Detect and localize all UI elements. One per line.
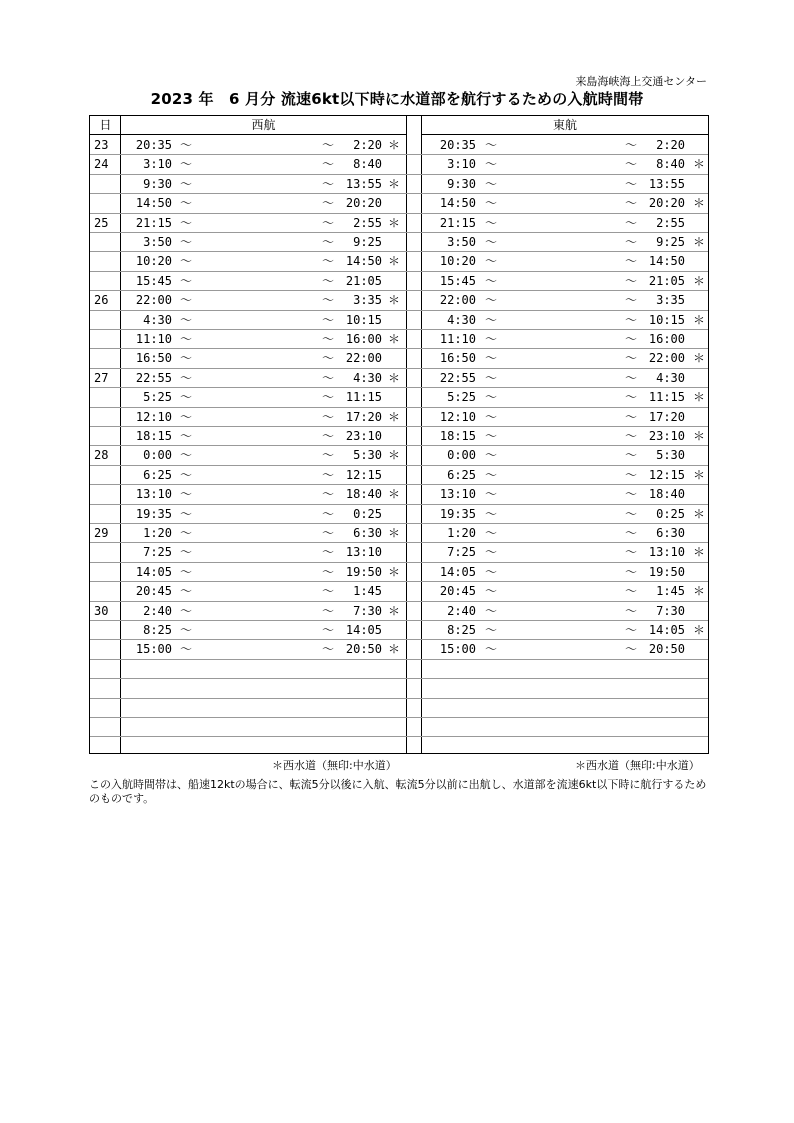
east-tilde-left: ～ [485,487,498,502]
east-tilde-right: ～ [625,448,638,463]
east-tilde-right: ～ [625,273,638,288]
east-mark: ＊ [693,312,706,327]
table-row [90,582,708,601]
west-tilde-right: ～ [322,409,335,424]
west-note: ＊西水道（無印:中水道） [272,759,397,772]
east-end-time: 14:50 [648,254,685,269]
table-row [90,291,708,310]
west-tilde-right: ～ [322,293,335,308]
table-row [90,621,708,640]
east-start-time: 14:05 [439,564,476,579]
east-tilde-left: ～ [485,293,498,308]
east-end-time: 13:55 [648,176,685,191]
east-start-time: 3:50 [447,235,476,249]
west-tilde-left: ～ [180,390,193,405]
west-mark: ＊ [388,176,401,191]
east-start-time: 0:00 [447,448,476,463]
west-end-time: 5:30 [353,448,382,463]
west-mark: ＊ [388,332,401,346]
east-tilde-left: ～ [485,584,498,599]
table-row [90,136,708,155]
east-tilde-right: ～ [625,506,638,521]
west-start-time: 3:50 [143,235,172,249]
east-tilde-right: ～ [625,584,638,599]
table-row [90,155,708,174]
east-tilde-left: ～ [485,332,498,346]
east-end-time: 10:15 [648,312,685,327]
table-row-empty [90,679,708,698]
west-start-time: 4:30 [143,312,172,327]
east-mark: ＊ [693,506,706,521]
east-tilde-right: ～ [625,235,638,249]
west-start-time: 22:00 [135,293,172,308]
east-end-time: 20:50 [648,642,685,657]
west-start-time: 13:10 [135,487,172,502]
west-end-time: 11:15 [345,390,382,405]
east-start-time: 19:35 [439,506,476,521]
west-start-time: 18:15 [135,429,172,443]
day-cell: 24 [94,157,109,172]
east-tilde-left: ～ [485,254,498,269]
west-mark: ＊ [388,487,401,502]
day-cell: 27 [94,370,109,385]
west-tilde-left: ～ [180,409,193,424]
table-row [90,408,708,427]
west-end-time: 3:35 [353,293,382,308]
west-end-time: 20:50 [345,642,382,657]
east-mark: ＊ [693,235,706,249]
east-tilde-right: ～ [625,603,638,618]
day-cell: 28 [94,448,109,463]
table-row [90,349,708,368]
west-tilde-right: ～ [322,196,335,211]
table-row [90,446,708,465]
east-end-time: 18:40 [648,487,685,502]
west-tilde-right: ～ [322,176,335,191]
east-mark: ＊ [693,196,706,211]
east-start-time: 6:25 [447,467,476,482]
day-cell: 30 [94,603,109,618]
organization-name: 来島海峡海上交通センター [575,75,707,88]
west-tilde-left: ～ [180,176,193,191]
table-row [90,330,708,349]
west-tilde-right: ～ [322,390,335,405]
west-start-time: 10:20 [135,254,172,269]
west-start-time: 20:45 [135,584,172,599]
west-end-time: 14:05 [345,623,382,637]
west-tilde-right: ～ [322,157,335,172]
east-end-time: 9:25 [656,235,685,249]
east-end-time: 23:10 [648,429,685,443]
east-note: ＊西水道（無印:中水道） [575,759,700,772]
west-end-time: 10:15 [345,312,382,327]
east-tilde-right: ～ [625,312,638,327]
west-tilde-right: ～ [322,467,335,482]
west-end-time: 14:50 [345,254,382,269]
west-end-time: 8:40 [353,157,382,172]
west-start-time: 19:35 [135,506,172,521]
west-start-time: 12:10 [135,409,172,424]
west-end-time: 13:10 [345,545,382,560]
west-start-time: 16:50 [135,351,172,366]
east-tilde-right: ～ [625,487,638,502]
east-tilde-left: ～ [485,603,498,618]
east-tilde-left: ～ [485,564,498,579]
west-tilde-left: ～ [180,584,193,599]
east-start-time: 22:00 [439,293,476,308]
west-end-time: 2:55 [353,215,382,230]
east-start-time: 2:40 [447,603,476,618]
west-tilde-left: ～ [180,312,193,327]
west-tilde-right: ～ [322,138,335,152]
table-row [90,311,708,330]
east-start-time: 1:20 [447,526,476,540]
west-tilde-left: ～ [180,254,193,269]
east-tilde-right: ～ [625,138,638,152]
west-tilde-left: ～ [180,603,193,618]
west-tilde-right: ～ [322,332,335,346]
east-tilde-left: ～ [485,196,498,211]
east-start-time: 8:25 [447,623,476,637]
west-start-time: 22:55 [135,370,172,385]
schedule-table [89,115,709,754]
east-tilde-right: ～ [625,293,638,308]
east-end-time: 14:05 [648,623,685,637]
west-end-time: 9:25 [353,235,382,249]
east-tilde-left: ～ [485,429,498,443]
table-row [90,485,708,504]
east-start-time: 22:55 [439,370,476,385]
table-row [90,543,708,562]
table-row [90,214,708,233]
table-row [90,194,708,213]
west-end-time: 21:05 [345,273,382,288]
west-tilde-right: ～ [322,603,335,618]
east-start-time: 20:35 [439,138,476,152]
table-row-empty [90,660,708,679]
east-tilde-right: ～ [625,467,638,482]
east-start-time: 21:15 [439,215,476,230]
east-tilde-right: ～ [625,564,638,579]
east-end-time: 0:25 [656,506,685,521]
west-end-time: 23:10 [345,429,382,443]
east-tilde-left: ～ [485,370,498,385]
west-end-time: 1:45 [353,584,382,599]
east-tilde-left: ～ [485,176,498,191]
east-start-time: 7:25 [447,545,476,560]
east-mark: ＊ [693,157,706,172]
east-start-time: 16:50 [439,351,476,366]
east-end-time: 7:30 [656,603,685,618]
east-tilde-right: ～ [625,332,638,346]
west-end-time: 22:00 [345,351,382,366]
east-mark: ＊ [693,467,706,482]
east-tilde-right: ～ [625,545,638,560]
west-end-time: 13:55 [345,176,382,191]
west-tilde-left: ～ [180,215,193,230]
east-start-time: 5:25 [447,390,476,405]
east-end-time: 21:05 [648,273,685,288]
day-cell: 23 [94,138,109,152]
east-mark: ＊ [693,273,706,288]
east-mark: ＊ [693,429,706,443]
west-mark: ＊ [388,448,401,463]
west-mark: ＊ [388,293,401,308]
header-west: 西航 [121,116,406,135]
east-tilde-right: ～ [625,196,638,211]
east-tilde-left: ～ [485,545,498,560]
east-tilde-right: ～ [625,429,638,443]
west-tilde-right: ～ [322,351,335,366]
east-end-time: 5:30 [656,448,685,463]
east-tilde-left: ～ [485,526,498,540]
day-cell: 29 [94,526,109,540]
west-tilde-left: ～ [180,526,193,540]
west-start-time: 5:25 [143,390,172,405]
west-mark: ＊ [388,254,401,269]
west-mark: ＊ [388,215,401,230]
east-tilde-right: ～ [625,623,638,637]
east-tilde-left: ～ [485,409,498,424]
east-tilde-left: ～ [485,273,498,288]
west-tilde-left: ～ [180,235,193,249]
east-mark: ＊ [693,390,706,405]
east-start-time: 15:00 [439,642,476,657]
east-end-time: 19:50 [648,564,685,579]
east-tilde-left: ～ [485,390,498,405]
east-tilde-left: ～ [485,351,498,366]
west-start-time: 0:00 [143,448,172,463]
table-row [90,427,708,446]
west-tilde-left: ～ [180,623,193,637]
west-tilde-left: ～ [180,448,193,463]
table-row [90,602,708,621]
east-mark: ＊ [693,623,706,637]
west-start-time: 14:05 [135,564,172,579]
east-end-time: 2:55 [656,215,685,230]
table-row [90,640,708,659]
east-tilde-left: ～ [485,312,498,327]
table-row [90,563,708,582]
west-mark: ＊ [388,409,401,424]
east-tilde-left: ～ [485,215,498,230]
west-start-time: 6:25 [143,467,172,482]
table-row [90,369,708,388]
footer-note: この入航時間帯は、船速12ktの場合に、転流5分以後に入航、転流5分以前に出航し、水道部を流速6kt以下時に航行するためのものです。 [89,778,707,805]
west-tilde-left: ～ [180,642,193,657]
west-mark: ＊ [388,564,401,579]
west-end-time: 0:25 [353,506,382,521]
west-tilde-right: ～ [322,254,335,269]
west-tilde-left: ～ [180,564,193,579]
east-start-time: 12:10 [439,409,476,424]
west-tilde-left: ～ [180,196,193,211]
east-tilde-right: ～ [625,390,638,405]
header-east: 東航 [422,116,708,135]
west-end-time: 16:00 [345,332,382,346]
west-end-time: 20:20 [345,196,382,211]
west-tilde-right: ～ [322,623,335,637]
west-tilde-right: ～ [322,526,335,540]
west-tilde-right: ～ [322,487,335,502]
east-end-time: 11:15 [648,390,685,405]
east-end-time: 20:20 [648,196,685,211]
west-tilde-left: ～ [180,351,193,366]
table-row-empty [90,718,708,737]
west-tilde-right: ～ [322,584,335,599]
west-start-time: 21:15 [135,215,172,230]
east-tilde-left: ～ [485,235,498,249]
table-row-empty [90,699,708,718]
table-row-empty [90,737,708,756]
west-end-time: 18:40 [345,487,382,502]
east-end-time: 6:30 [656,526,685,540]
east-mark: ＊ [693,584,706,599]
west-mark: ＊ [388,370,401,385]
west-tilde-right: ～ [322,564,335,579]
west-start-time: 2:40 [143,603,172,618]
east-tilde-left: ～ [485,448,498,463]
east-tilde-right: ～ [625,370,638,385]
page-title: 2023 年 6 月分 流速6kt以下時に水道部を航行するための入航時間帯 [150,90,644,108]
east-end-time: 2:20 [656,138,685,152]
east-start-time: 14:50 [439,196,476,211]
table-row [90,524,708,543]
east-start-time: 4:30 [447,312,476,327]
west-tilde-left: ～ [180,487,193,502]
east-tilde-right: ～ [625,526,638,540]
west-tilde-left: ～ [180,293,193,308]
east-tilde-right: ～ [625,254,638,269]
table-row [90,175,708,194]
east-end-time: 4:30 [656,370,685,385]
west-start-time: 14:50 [135,196,172,211]
east-start-time: 15:45 [439,273,476,288]
west-end-time: 12:15 [345,467,382,482]
east-tilde-right: ～ [625,157,638,172]
east-end-time: 17:20 [648,409,685,424]
header-day: 日 [90,116,121,135]
west-tilde-right: ～ [322,506,335,521]
west-start-time: 11:10 [135,332,172,346]
west-tilde-left: ～ [180,467,193,482]
west-tilde-right: ～ [322,235,335,249]
west-tilde-right: ～ [322,545,335,560]
east-end-time: 22:00 [648,351,685,366]
east-end-time: 13:10 [648,545,685,560]
west-tilde-right: ～ [322,215,335,230]
west-end-time: 6:30 [353,526,382,540]
table-row [90,466,708,485]
east-tilde-right: ～ [625,409,638,424]
west-mark: ＊ [388,526,401,540]
west-tilde-right: ～ [322,448,335,463]
west-start-time: 15:45 [135,273,172,288]
table-row [90,272,708,291]
east-start-time: 20:45 [439,584,476,599]
west-mark: ＊ [388,642,401,657]
table-row [90,252,708,271]
west-end-time: 4:30 [353,370,382,385]
east-tilde-right: ～ [625,176,638,191]
east-start-time: 11:10 [439,332,476,346]
west-start-time: 15:00 [135,642,172,657]
east-end-time: 1:45 [656,584,685,599]
east-start-time: 10:20 [439,254,476,269]
east-start-time: 13:10 [439,487,476,502]
west-tilde-left: ～ [180,332,193,346]
west-start-time: 3:10 [143,157,172,172]
west-mark: ＊ [388,603,401,618]
east-start-time: 18:15 [439,429,476,443]
west-tilde-left: ～ [180,429,193,443]
east-start-time: 3:10 [447,157,476,172]
east-end-time: 8:40 [656,157,685,172]
west-end-time: 2:20 [353,138,382,152]
west-end-time: 17:20 [345,409,382,424]
west-tilde-left: ～ [180,138,193,152]
west-tilde-right: ～ [322,273,335,288]
west-tilde-right: ～ [322,429,335,443]
table-row [90,505,708,524]
east-end-time: 12:15 [648,467,685,482]
west-tilde-right: ～ [322,370,335,385]
day-cell: 25 [94,215,109,230]
east-mark: ＊ [693,351,706,366]
east-tilde-left: ～ [485,157,498,172]
west-tilde-left: ～ [180,273,193,288]
west-start-time: 9:30 [143,176,172,191]
east-end-time: 3:35 [656,293,685,308]
west-start-time: 8:25 [143,623,172,637]
table-row [90,233,708,252]
west-start-time: 20:35 [135,138,172,152]
east-tilde-left: ～ [485,642,498,657]
east-tilde-left: ～ [485,467,498,482]
day-cell: 26 [94,293,109,308]
table-row [90,388,708,407]
west-end-time: 7:30 [353,603,382,618]
west-tilde-right: ～ [322,642,335,657]
west-start-time: 7:25 [143,545,172,560]
west-tilde-left: ～ [180,370,193,385]
west-tilde-left: ～ [180,545,193,560]
east-tilde-left: ～ [485,623,498,637]
east-tilde-left: ～ [485,506,498,521]
west-mark: ＊ [388,138,401,152]
east-mark: ＊ [693,545,706,560]
east-tilde-right: ～ [625,351,638,366]
east-tilde-right: ～ [625,215,638,230]
west-tilde-left: ～ [180,506,193,521]
east-end-time: 16:00 [648,332,685,346]
east-start-time: 9:30 [447,176,476,191]
west-tilde-left: ～ [180,157,193,172]
east-tilde-right: ～ [625,642,638,657]
west-end-time: 19:50 [345,564,382,579]
east-tilde-left: ～ [485,138,498,152]
west-start-time: 1:20 [143,526,172,540]
west-tilde-right: ～ [322,312,335,327]
